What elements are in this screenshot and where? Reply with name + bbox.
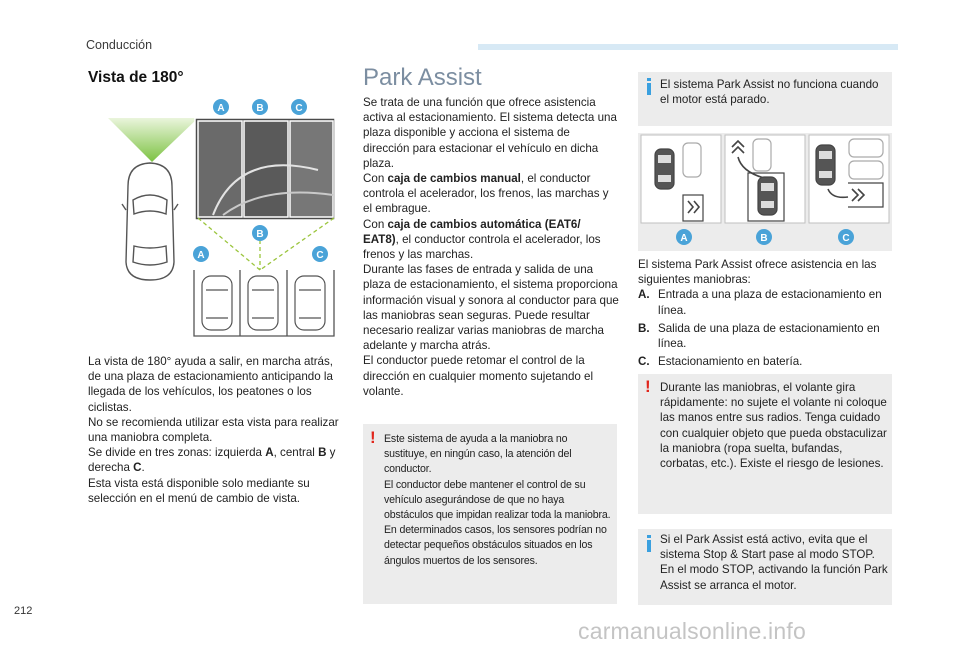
camera-screen <box>195 118 335 220</box>
info-box-stop-start <box>638 529 892 605</box>
vista-p2: No se recomienda utilizar esta vista para realizar una maniobra completa. <box>88 415 339 445</box>
warning-steering-text: Durante las maniobras, el volante gira rápidamente: no sujete el volante ni coloque las manos entre sus radios. Tenga cuidado con cualquier objeto que pueda obstaculizar la maniobra (ropa suelta, bufandas, corbatas, etc.). Existe el riesgo de lesiones. <box>660 381 887 471</box>
warning-p2: El conductor debe mantener el control de su vehículo asegurándose de que no haya obstáculos que impidan realizar toda la maniobra. <box>384 478 611 522</box>
park-p3 <box>363 217 619 263</box>
park-p2-post: , el conductor controla el acelerador, los frenos, las marchas y el embrague. <box>363 172 609 216</box>
maneuvers-section <box>638 257 894 369</box>
maneuver-item-a <box>638 287 894 317</box>
vista-p1: La vista de 180° ayuda a salir, en marcha atrás, de una plaza de estacionamiento anticipando la llegada de los vehículos, los peatones o los ciclistas. <box>88 355 334 414</box>
screen-label-b: B <box>256 103 264 114</box>
guide-lines <box>198 218 334 270</box>
screen-label-c: C <box>295 103 303 114</box>
info-box-engine <box>638 72 892 126</box>
warning-p1: Este sistema de ayuda a la maniobra no sustituye, en ningún caso, la atención del conductor. <box>384 433 572 476</box>
park-p1: Se trata de una función que ofrece asistencia activa al estacionamiento. El sistema detecta una plaza disponible y acciona el sistema de dirección para estacionar el vehículo en dicha plaza. <box>363 96 617 170</box>
screen-label-a: A <box>217 103 225 114</box>
maneuver-item-b-label: B. <box>638 321 650 335</box>
maneuver-item-c-text: Estacionamiento en batería. <box>658 355 803 369</box>
vista-p3-mid2: y derecha <box>88 446 336 475</box>
watermark: carmanualsonline.info <box>578 618 806 644</box>
zone-label-a: A <box>197 250 205 261</box>
vista-title: Vista de 180° <box>88 69 184 86</box>
vista-description <box>88 354 346 506</box>
vista-p3 <box>88 445 346 475</box>
info-engine-text: El sistema Park Assist no funciona cuando el motor está parado. <box>660 78 879 107</box>
warning-box-steering <box>638 374 892 514</box>
vista-p3-pre: Se divide en tres zonas: izquierda <box>88 446 266 460</box>
warning-icon: ! <box>370 428 376 447</box>
header-accent-bar <box>478 44 898 50</box>
park-p3-bold: caja de cambios automática (EAT6/ EAT8) <box>363 217 581 246</box>
park-assist-maneuvers-figure <box>638 133 892 251</box>
maneuver-item-a-text: Entrada a una plaza de estacionamiento en línea. <box>658 288 882 317</box>
section-label: Conducción <box>86 38 153 52</box>
maneuver-item-b <box>638 321 894 351</box>
vista-p3-a: A <box>265 446 274 460</box>
park-p4: Durante las fases de entrada y salida de una plaza de estacionamiento, el sistema proporciona información visual y sonora al conductor para que las maniobras sean seguras. Puede resultar necesario realizar varias maniobras de marcha adelante y marcha atrás. <box>363 263 619 353</box>
maneuver-item-b-text: Salida de una plaza de estacionamiento en línea. <box>658 321 880 351</box>
park-p3-pre: Con <box>363 217 388 231</box>
park-p2-pre: Con <box>363 172 388 186</box>
park-p5: El conductor puede retomar el control de la dirección en cualquier momento sujetando el volante. <box>363 354 594 398</box>
car-top-view-icon <box>122 163 178 280</box>
warning-box-attention <box>363 424 617 604</box>
maneuver-label-b: B <box>760 233 768 244</box>
parked-cars-icon <box>202 276 325 330</box>
park-p2 <box>363 171 619 217</box>
zone-label-c: C <box>316 250 324 261</box>
park-p3-post: , el conductor controla el acelerador, los frenos y las marchas. <box>363 232 601 262</box>
vista-p3-b: B <box>318 446 327 460</box>
warning-p3: En determinados casos, los sensores podrían no detectar pequeños obstáculos situados en los ángulos muertos de los sensores. <box>384 524 607 567</box>
zone-label-b: B <box>256 229 264 240</box>
maneuver-item-c <box>638 354 894 369</box>
park-p2-bold: caja de cambios manual <box>387 172 521 186</box>
maneuvers-intro: El sistema Park Assist ofrece asistencia en las siguientes maniobras: <box>638 258 877 287</box>
page-number: 212 <box>14 605 33 617</box>
screen-zone-labels <box>213 99 307 115</box>
park-assist-title: Park Assist <box>363 64 482 91</box>
vista-180-figure <box>88 90 348 345</box>
info-icon <box>647 78 651 95</box>
camera-view-cone <box>108 118 198 162</box>
maneuver-label-c: C <box>842 233 850 244</box>
warning-icon: ! <box>645 377 651 396</box>
vista-p3-end: . <box>141 461 145 475</box>
vista-p3-c: C <box>133 461 142 475</box>
maneuver-item-a-label: A. <box>638 288 650 302</box>
maneuver-label-a: A <box>680 233 688 244</box>
info-stop-start-text: Si el Park Assist está activo, evita que el sistema Stop & Start pase al modo STOP. En el modo STOP, activando la función Park Assist se arranca el motor. <box>660 533 888 592</box>
info-icon <box>647 535 651 552</box>
warning-box-attention-text <box>384 432 612 569</box>
vista-p4: Esta vista está disponible solo mediante su selección en el menú de cambio de vista. <box>88 476 310 505</box>
park-assist-description <box>363 95 619 399</box>
maneuver-item-c-label: C. <box>638 355 650 369</box>
maneuver-labels <box>676 229 854 245</box>
vista-p3-mid1: , central <box>273 446 319 460</box>
